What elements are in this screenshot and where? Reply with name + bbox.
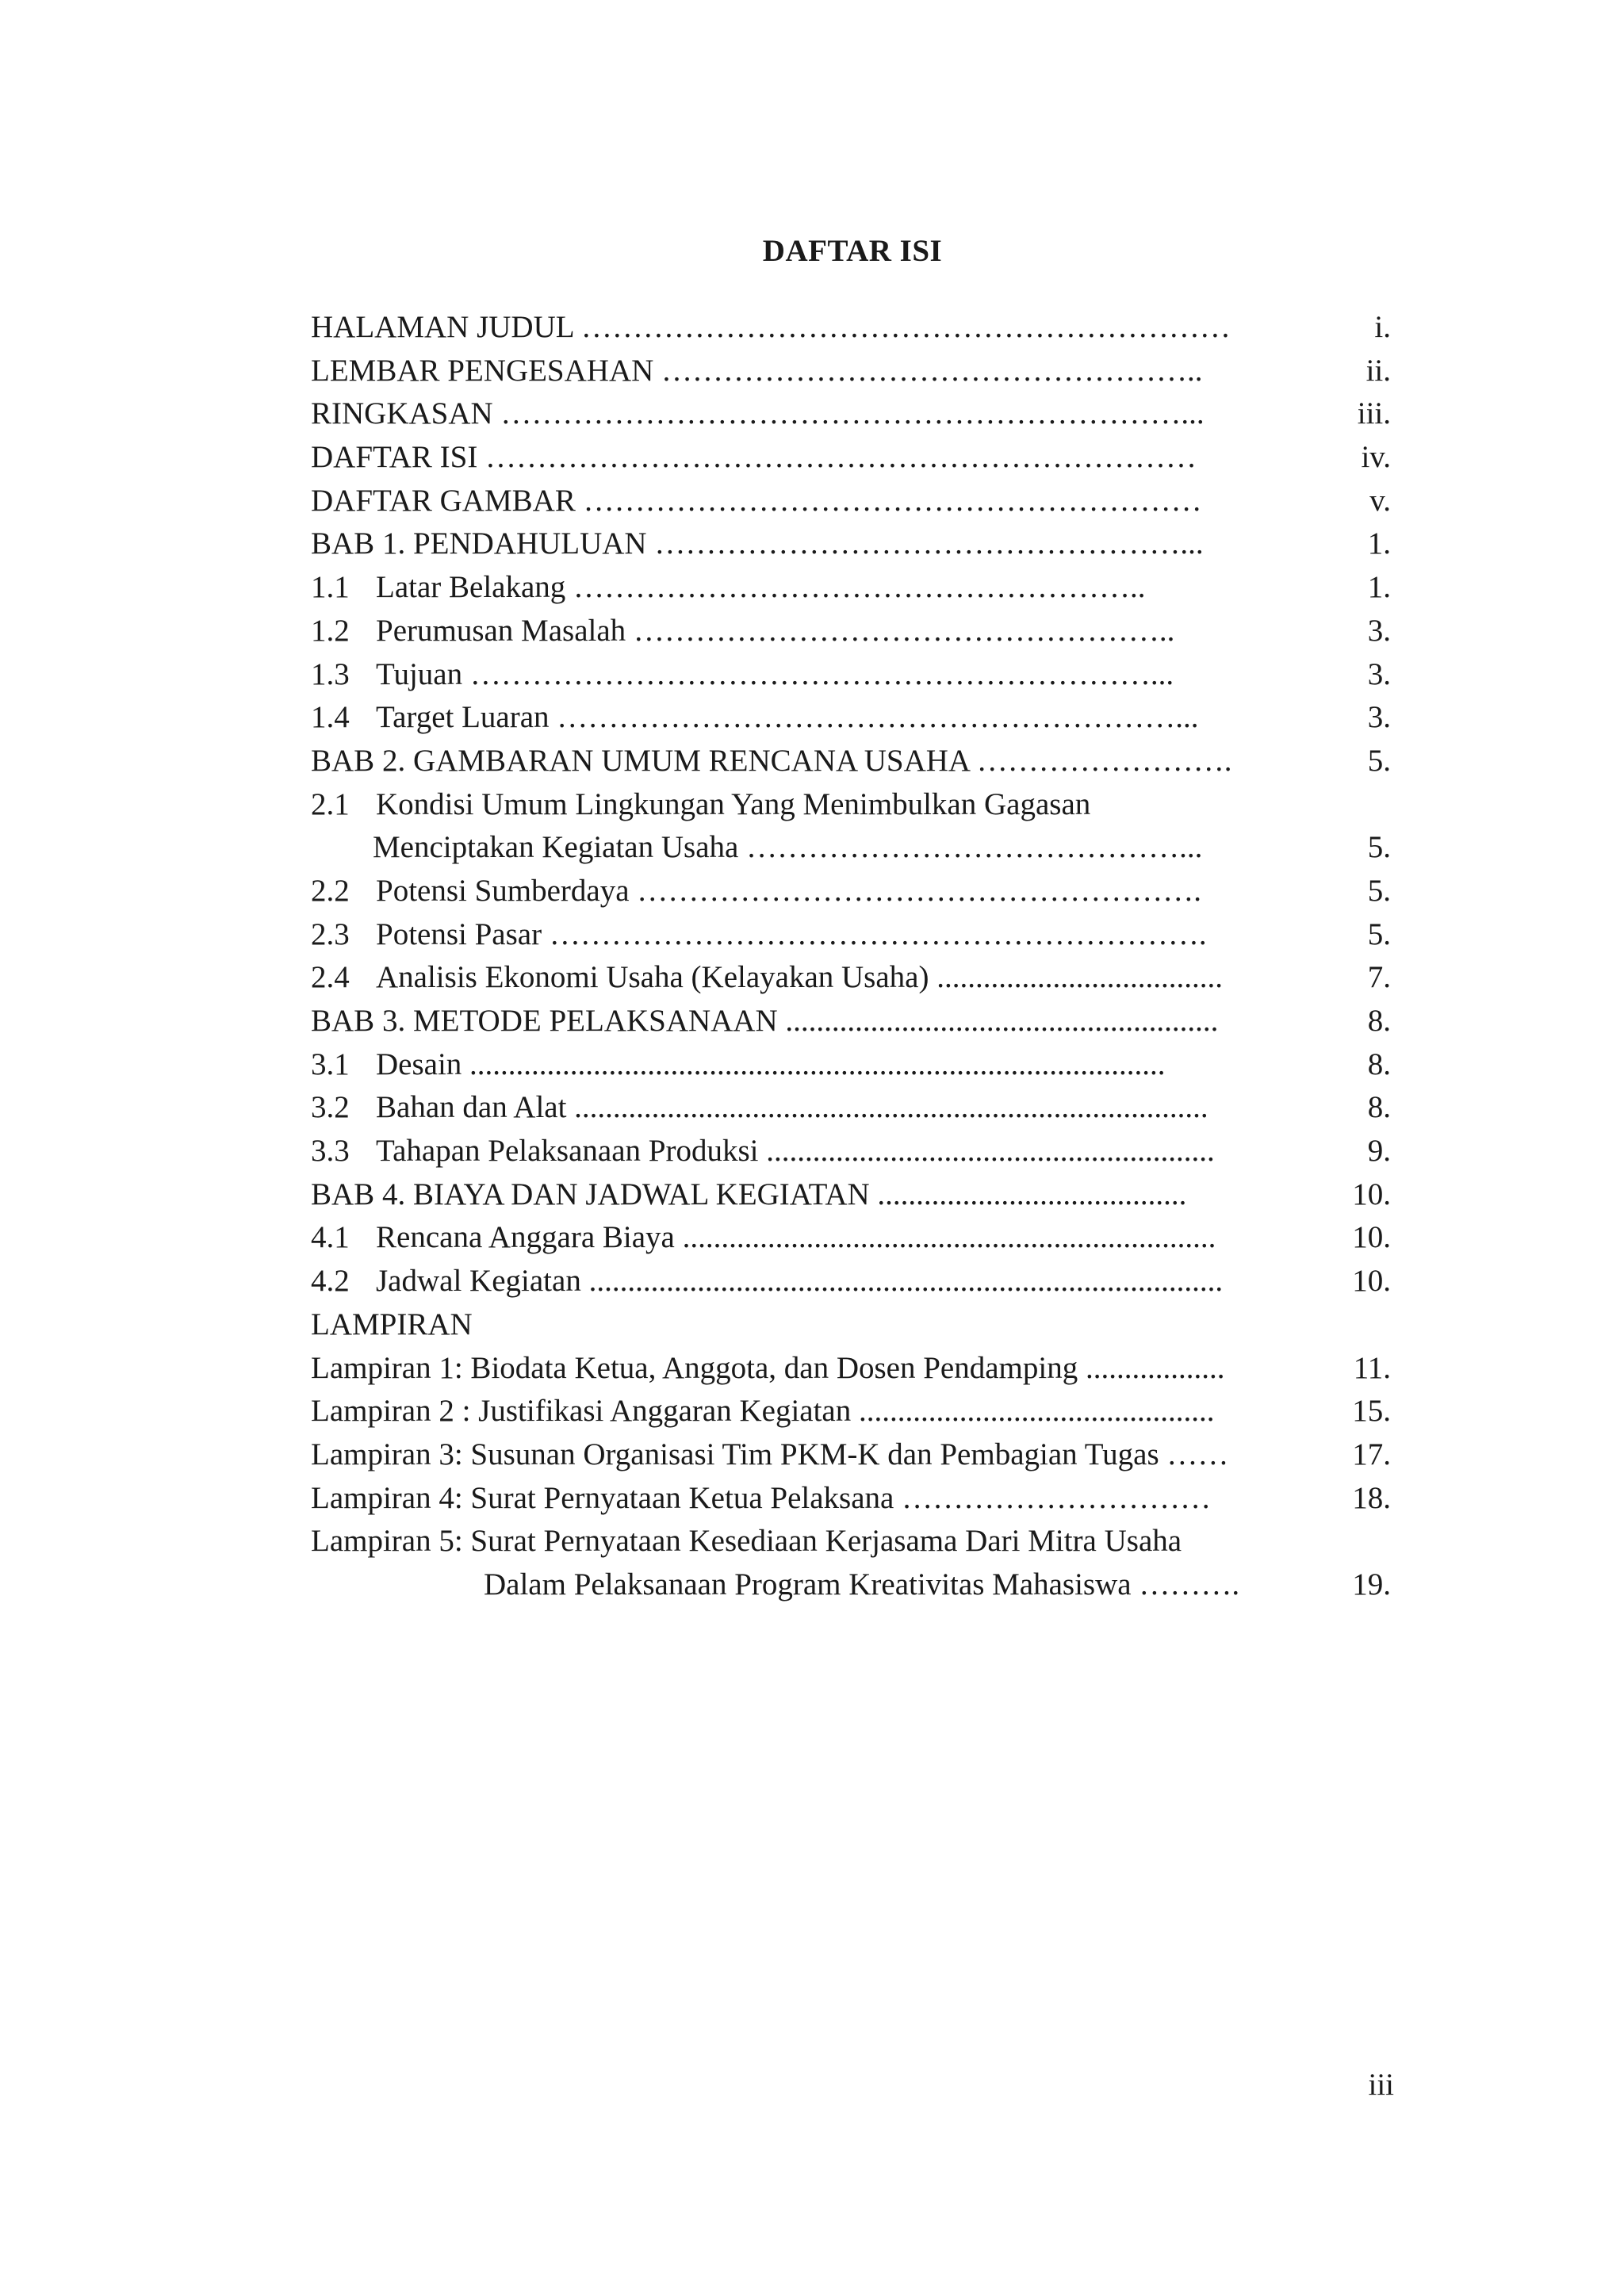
- toc-entry-number: 4.1: [311, 1220, 350, 1255]
- toc-entry-text: DAFTAR ISI ……………………………………………………………: [311, 440, 1197, 475]
- toc-entry-text: Lampiran 2 : Justifikasi Anggaran Kegiatan ..............................................: [311, 1394, 1215, 1429]
- toc-entry-number: 2.1: [311, 786, 350, 821]
- toc-entry: [311, 1000, 1391, 1043]
- toc-entry-page: 9.: [1367, 1134, 1391, 1169]
- toc-entry-text: LAMPIRAN: [311, 1307, 473, 1341]
- toc-entry: [311, 696, 1391, 740]
- toc-entry-title: [311, 1347, 1280, 1391]
- toc-entry-text: Lampiran 1: Biodata Ketua, Anggota, dan Dosen Pendamping ..................: [311, 1350, 1225, 1385]
- toc-entry-text: BAB 3. METODE PELAKSANAAN ........................................................: [311, 1004, 1219, 1038]
- toc-entry-number: 2.2: [311, 873, 350, 908]
- toc-entry-number: 3.3: [311, 1134, 350, 1169]
- toc-entry-number: 2.4: [311, 960, 350, 995]
- toc-entry-title: [311, 566, 1280, 610]
- toc-entry-page: 8.: [1367, 1090, 1391, 1125]
- toc-entry-page: 5.: [1367, 873, 1391, 908]
- toc-entry: [311, 956, 1391, 1000]
- toc-entry-text: Jadwal Kegiatan ..................................................................................: [376, 1264, 1224, 1299]
- toc-entry-page: i.: [1374, 310, 1391, 344]
- toc-entry: [311, 1260, 1391, 1303]
- toc-entry: [311, 392, 1391, 436]
- page-number: iii: [1368, 2068, 1394, 2102]
- toc-entry-text: Latar Belakang ………………………………………………..: [376, 570, 1146, 605]
- toc-entry-page: 7.: [1367, 960, 1391, 995]
- toc-entry-number: 1.2: [311, 613, 350, 648]
- toc-entry-title: [311, 610, 1280, 653]
- toc-entry-page: 8.: [1367, 1004, 1391, 1038]
- toc-entry-text: Tujuan …………………………………………………………...: [376, 656, 1174, 691]
- toc-entry-text: Rencana Anggara Biaya .....................................................................: [376, 1220, 1216, 1255]
- toc-entry: [311, 1086, 1391, 1130]
- toc-entry: [311, 1520, 1391, 1563]
- toc-entry: [311, 1563, 1391, 1607]
- toc-entry-page: 11.: [1353, 1350, 1391, 1385]
- toc-entry-title: [311, 913, 1280, 957]
- toc-entry: [311, 1130, 1391, 1173]
- toc-entry-text: Dalam Pelaksanaan Program Kreativitas Mahasiswa ……….: [484, 1567, 1240, 1601]
- toc-entry: [311, 522, 1391, 566]
- table-of-contents: [311, 306, 1391, 1607]
- toc-entry: [311, 653, 1391, 697]
- toc-entry-text: Potensi Pasar ……………………………………………………….: [376, 916, 1207, 951]
- toc-entry: [311, 870, 1391, 913]
- toc-entry-text: BAB 4. BIAYA DAN JADWAL KEGIATAN ........................................: [311, 1177, 1187, 1211]
- toc-entry-number: 4.2: [311, 1264, 350, 1299]
- toc-entry-title: [484, 1563, 1280, 1607]
- toc-entry-page: 3.: [1367, 613, 1391, 648]
- toc-entry: [311, 1477, 1391, 1521]
- toc-entry-number: 3.1: [311, 1047, 350, 1081]
- toc-entry-title: [311, 522, 1280, 566]
- toc-entry-page: 15.: [1352, 1394, 1391, 1429]
- toc-entry-page: 1.: [1367, 570, 1391, 605]
- toc-entry-title: [311, 1520, 1280, 1563]
- toc-entry-page: 5.: [1367, 916, 1391, 951]
- toc-entry-text: RINGKASAN …………………………………………………………...: [311, 396, 1205, 431]
- toc-entry: [311, 1433, 1391, 1477]
- toc-entry-page: 10.: [1352, 1177, 1391, 1211]
- toc-entry-page: 3.: [1367, 656, 1391, 691]
- toc-entry-title: [311, 1173, 1280, 1217]
- toc-entry-title: [311, 1303, 1280, 1347]
- toc-entry-number: 1.3: [311, 656, 350, 691]
- toc-entry-title: [311, 392, 1280, 436]
- toc-entry: [311, 1390, 1391, 1433]
- toc-entry-page: 18.: [1352, 1480, 1391, 1515]
- toc-entry: [311, 913, 1391, 957]
- toc-entry-text: Potensi Sumberdaya ……………………………………………….: [376, 873, 1202, 908]
- toc-entry: [311, 480, 1391, 523]
- toc-entry-text: Tahapan Pelaksanaan Produksi ..........................................................: [376, 1134, 1215, 1169]
- toc-entry-title: [311, 870, 1280, 913]
- toc-entry-page: 1.: [1367, 526, 1391, 561]
- toc-entry-page: v.: [1369, 483, 1391, 518]
- toc-entry-text: BAB 1. PENDAHULUAN ……………………………………………...: [311, 526, 1204, 561]
- toc-entry: [311, 1216, 1391, 1260]
- toc-entry-page: 17.: [1352, 1437, 1391, 1471]
- toc-entry-text: Lampiran 5: Surat Pernyataan Kesediaan Kerjasama Dari Mitra Usaha: [311, 1524, 1182, 1559]
- toc-entry-title: [311, 696, 1280, 740]
- toc-entry-title: [311, 306, 1280, 350]
- toc-entry-text: Kondisi Umum Lingkungan Yang Menimbulkan Gagasan: [376, 786, 1091, 821]
- toc-entry-number: 1.1: [311, 570, 350, 605]
- toc-entry-title: [311, 783, 1280, 827]
- toc-entry-text: Menciptakan Kegiatan Usaha ……………………………………...: [373, 830, 1203, 865]
- toc-entry-title: [373, 826, 1280, 870]
- toc-entry-page: 19.: [1352, 1567, 1391, 1601]
- toc-entry-title: [311, 1086, 1280, 1130]
- toc-entry-page: 10.: [1352, 1264, 1391, 1299]
- toc-entry-text: Analisis Ekonomi Usaha (Kelayakan Usaha) .....................................: [376, 960, 1223, 995]
- toc-entry: [311, 306, 1391, 350]
- toc-entry-number: 1.4: [311, 700, 350, 735]
- toc-entry-title: [311, 1000, 1280, 1043]
- toc-entry-text: Perumusan Masalah ……………………………………………..: [376, 613, 1175, 648]
- toc-entry-text: BAB 2. GAMBARAN UMUM RENCANA USAHA …………………….: [311, 743, 1232, 778]
- toc-entry: [311, 1347, 1391, 1391]
- toc-entry: [311, 610, 1391, 653]
- toc-entry: [311, 350, 1391, 393]
- toc-entry-title: [311, 740, 1280, 783]
- toc-entry-number: 2.3: [311, 916, 350, 951]
- toc-entry-text: Target Luaran ……………………………………………………...: [376, 700, 1199, 735]
- page-title: DAFTAR ISI: [762, 234, 943, 268]
- toc-entry-text: LEMBAR PENGESAHAN ……………………………………………..: [311, 353, 1203, 388]
- toc-entry-title: [311, 1130, 1280, 1173]
- toc-entry-title: [311, 436, 1280, 480]
- toc-entry-text: Lampiran 4: Surat Pernyataan Ketua Pelaksana …………………………: [311, 1480, 1212, 1515]
- toc-entry-title: [311, 1477, 1280, 1521]
- toc-entry-page: 8.: [1367, 1047, 1391, 1081]
- toc-entry-title: [311, 653, 1280, 697]
- toc-entry: [311, 1043, 1391, 1087]
- toc-entry-page: 5.: [1367, 743, 1391, 778]
- toc-entry-page: iii.: [1357, 396, 1391, 431]
- toc-entry-title: [311, 350, 1280, 393]
- toc-entry: [311, 783, 1391, 827]
- toc-entry-page: ii.: [1365, 353, 1391, 388]
- toc-entry-page: iv.: [1361, 440, 1391, 475]
- toc-entry-text: Bahan dan Alat ..................................................................................: [376, 1090, 1208, 1125]
- toc-entry-page: 5.: [1367, 830, 1391, 865]
- toc-entry: [311, 566, 1391, 610]
- toc-entry-title: [311, 1216, 1280, 1260]
- toc-entry: [311, 826, 1391, 870]
- toc-entry-title: [311, 1043, 1280, 1087]
- toc-entry-title: [311, 1390, 1280, 1433]
- toc-entry: [311, 436, 1391, 480]
- toc-entry: [311, 1173, 1391, 1217]
- toc-entry-text: HALAMAN JUDUL ………………………………………………………: [311, 310, 1231, 344]
- toc-entry-text: DAFTAR GAMBAR ……………………………………………………: [311, 483, 1202, 518]
- toc-entry: [311, 740, 1391, 783]
- toc-entry-title: [311, 480, 1280, 523]
- toc-entry: [311, 1303, 1391, 1347]
- toc-entry-text: Desain ..........................................................................................: [376, 1047, 1166, 1081]
- toc-entry-page: 3.: [1367, 700, 1391, 735]
- toc-entry-title: [311, 1260, 1280, 1303]
- toc-entry-text: Lampiran 3: Susunan Organisasi Tim PKM-K dan Pembagian Tugas ……: [311, 1437, 1229, 1471]
- toc-entry-title: [311, 956, 1280, 1000]
- toc-entry-page: 10.: [1352, 1220, 1391, 1255]
- toc-entry-number: 3.2: [311, 1090, 350, 1125]
- toc-entry-title: [311, 1433, 1280, 1477]
